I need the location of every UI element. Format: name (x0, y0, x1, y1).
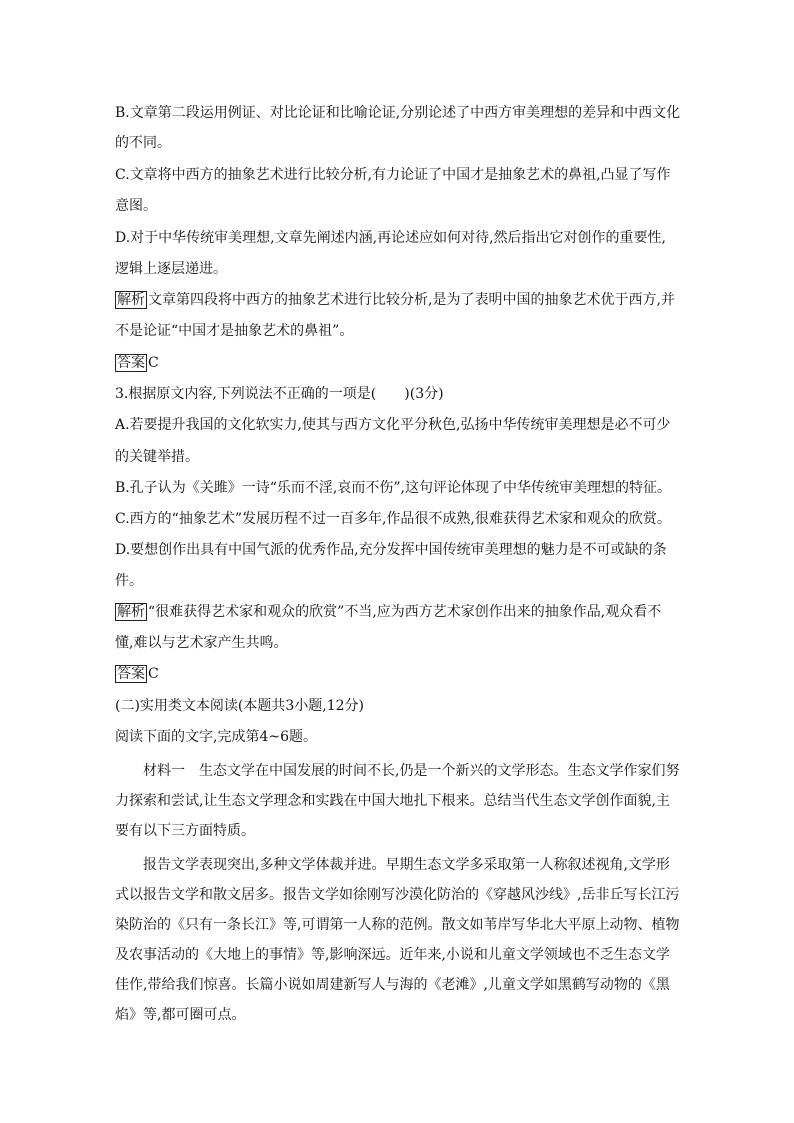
analysis-tag: 解析 (117, 604, 145, 620)
option-d-line-1: D.对于中华传统审美理想,文章先阐述内涵,再论述应如何对待,然后指出它对创作的重要性, (115, 230, 666, 246)
answer-line: 答案 C (117, 355, 159, 371)
q3-option-d-line-1: D.要想创作出具有中国气派的优秀作品,充分发挥中国传统审美理想的魅力是不可或缺的条 (115, 542, 667, 558)
option-c-line-1: C.文章将中西方的抽象艺术进行比较分析,有力论证了中国才是抽象艺术的鼻祖,凸显了写作 (115, 167, 671, 183)
option-b-line-2: 的不同。 (115, 135, 171, 151)
analysis-line-1: 解析 文章第四段将中西方的抽象艺术进行比较分析,是为了表明中国的抽象艺术优于西方,并 (117, 292, 675, 308)
section-heading: (二)实用类文本阅读(本题共3小题,12分) (115, 698, 365, 714)
analysis-tag: 解析 (117, 292, 145, 308)
reading-instruction: 阅读下面的文字,完成第4~6题。 (115, 729, 317, 745)
paragraph-2-line-6: 焰》等,都可圈可点。 (115, 1007, 246, 1023)
paragraph-2-line-5: 佳作,带给我们惊喜。长篇小说如周建新写人与海的《老滩》,儿童文学如黑鹤写动物的《黑 (115, 977, 670, 993)
analysis-line-2: 不是论证“中国才是抽象艺术的鼻祖”。 (115, 323, 354, 339)
q3-option-d-line-2: 件。 (115, 573, 143, 589)
q3-answer-line: 答案 C (117, 666, 159, 682)
question-3: 3.根据原文内容,下列说法不正确的一项是( )(3分) (115, 386, 444, 402)
paragraph-2-line-2: 式以报告文学和散文居多。报告文学如徐刚写沙漠化防治的《穿越风沙线》,岳非丘写长江污 (115, 887, 680, 903)
q3-option-b: B.孔子认为《关雎》一诗“乐而不淫,哀而不伤”,这句评论体现了中华传统审美理想的特征。 (115, 480, 671, 496)
q3-analysis-line-2: 懂,难以与艺术家产生共鸣。 (115, 635, 288, 651)
material-1-line-3: 要有以下三方面特质。 (115, 823, 255, 839)
paragraph-2-line-1: 报告文学表现突出,多种文学体裁并进。早期生态文学多采取第一人称叙述视角,文学形 (115, 857, 670, 873)
q3-option-c: C.西方的“抽象艺术”发展历程不过一百多年,作品很不成熟,很难获得艺术家和观众的欣赏。 (115, 511, 671, 527)
paragraph-2-line-3: 染防治的《只有一条长江》等,可谓第一人称的范例。散文如苇岸写华北大平原上动物、植物 (115, 917, 680, 933)
option-c-line-2: 意图。 (115, 198, 157, 214)
q3-analysis-line-1: 解析 “很难获得艺术家和观众的欣赏”不当,应为西方艺术家创作出来的抽象作品,观众看不 (117, 604, 662, 620)
answer-tag: 答案 (117, 355, 145, 371)
paragraph-2-line-4: 及农事活动的《大地上的事情》等,影响深远。近年来,小说和儿童文学领域也不乏生态文学 (115, 947, 670, 963)
answer-tag: 答案 (117, 666, 145, 682)
q3-option-a-line-1: A.若要提升我国的文化软实力,使其与西方文化平分秋色,弘扬中华传统审美理想是必不可少 (115, 417, 671, 433)
material-1-line-1: 材料一 生态文学在中国发展的时间不长,仍是一个新兴的文学形态。生态文学作家们努 (115, 763, 680, 779)
option-d-line-2: 逻辑上逐层递进。 (115, 261, 227, 277)
q3-option-a-line-2: 的关键举措。 (115, 449, 199, 465)
option-b-line-1: B.文章第二段运用例证、对比论证和比喻论证,分别论述了中西方审美理想的差异和中西文化 (115, 105, 681, 121)
material-1-line-2: 力探索和尝试,让生态文学理念和实践在中国大地扎下根来。总结当代生态文学创作面貌,主 (115, 793, 670, 809)
